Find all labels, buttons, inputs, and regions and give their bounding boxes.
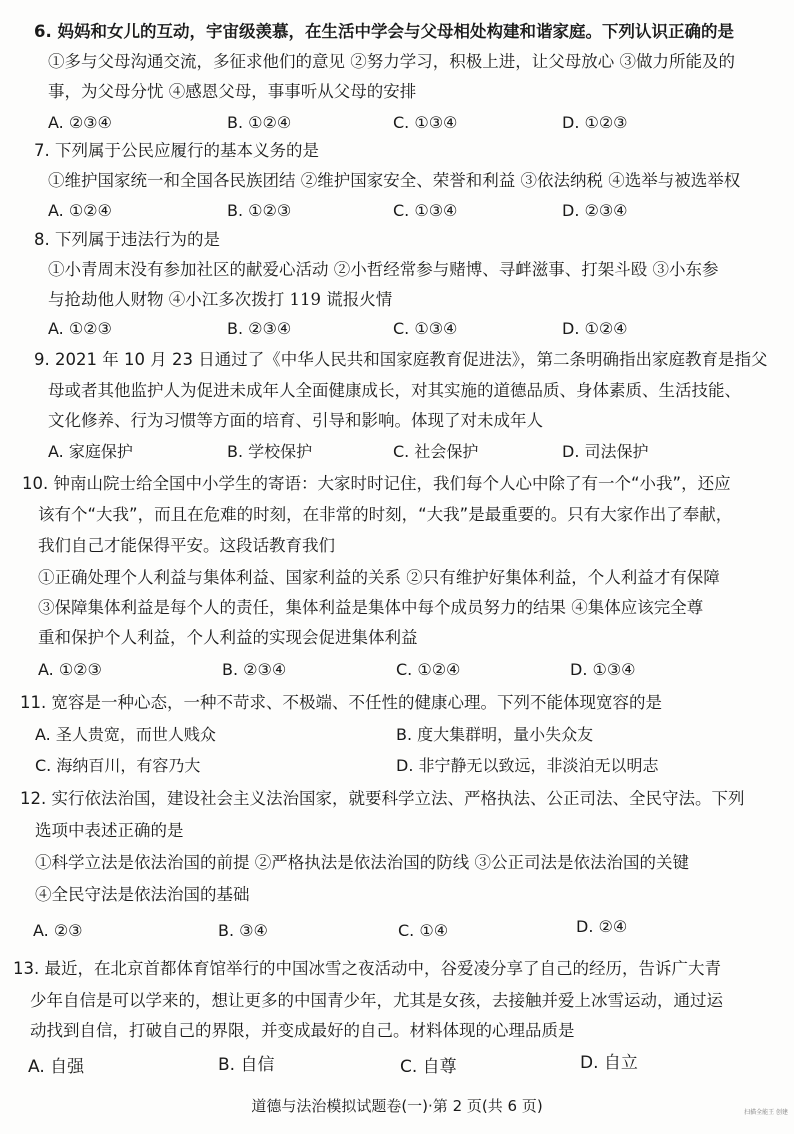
question-stem: 13. 最近，在北京首都体育馆举行的中国冰雪之夜活动中，谷爱凌分享了自己的经历，告诉广大青 [13, 959, 721, 978]
question-stem: 8. 下列属于违法行为的是 [34, 230, 220, 249]
question-statement: ①科学立法是依法治国的前提 ②严格执法是依法治国的防线 ③公正司法是依法治国的关键 [35, 853, 689, 872]
option-d: D. ②③④ [562, 201, 628, 220]
question-stem-line: 该有个“大我”，而且在危难的时刻，在非常的时刻，“大我”是最重要的。只有大家作出了奉献， [38, 505, 733, 524]
option-d: D. ①②④ [562, 319, 628, 338]
option-d: D. ②④ [576, 917, 628, 936]
option-a: A. 家庭保护 [48, 442, 133, 461]
page-footer: 道德与法治模拟试题卷(一)·第 2 页(共 6 页) [251, 1097, 543, 1115]
option-b: B. ③④ [218, 921, 268, 940]
question-stem-line: 动找到自信，打破自己的界限，并变成最好的自己。材料体现的心理品质是 [30, 1021, 575, 1040]
option-d: D. 非宁静无以致远，非淡泊无以明志 [396, 756, 659, 775]
question-stem: 6. 妈妈和女儿的互动，宇宙级羡慕，在生活中学会与父母相处构建和谐家庭。下列认识正确的是 [34, 22, 734, 41]
option-a: A. 自强 [28, 1057, 85, 1077]
option-b: B. ①②④ [227, 113, 292, 132]
option-b: B. ①②③ [227, 201, 292, 220]
option-b: B. ②③④ [227, 319, 292, 338]
option-c: C. ①②④ [396, 660, 461, 679]
option-d: D. ①②③ [562, 113, 628, 132]
option-c: C. ①③④ [393, 201, 458, 220]
option-c: C. 海纳百川，有容乃大 [35, 756, 201, 775]
question-stem: 9. 2021 年 10 月 23 日通过了《中华人民共和国家庭教育促进法》，第二条明确指出家庭教育是指父 [34, 350, 768, 369]
option-d: D. 自立 [580, 1053, 638, 1073]
option-a: A. ①②③ [38, 660, 102, 679]
question-stem-line: 少年自信是可以学来的，想让更多的中国青少年，尤其是女孩，去接触并爱上冰雪运动，通过运 [30, 991, 723, 1010]
option-c: C. 社会保护 [393, 442, 479, 461]
question-statement: 重和保护个人利益，个人利益的实现会促进集体利益 [38, 628, 418, 647]
question-stem: 11. 宽容是一种心态，一种不苛求、不极端、不任性的健康心理。下列不能体现宽容的是 [20, 693, 662, 712]
question-stem-line: 母或者其他监护人为促进未成年人全面健康成长，对其实施的道德品质、身体素质、生活技能、 [48, 381, 741, 400]
option-a: A. ②③ [33, 921, 83, 940]
option-b: B. 自信 [218, 1055, 275, 1075]
option-c: C. ①③④ [393, 113, 458, 132]
question-statement: 与抢劫他人财物 ④小江多次拨打 119 谎报火情 [48, 290, 393, 309]
option-c: C. ①④ [398, 921, 449, 940]
question-statement: ③保障集体利益是每个人的责任，集体利益是集体中每个成员努力的结果 ④集体应该完全尊 [38, 598, 704, 617]
question-stem-line: 我们自己才能保得平安。这段话教育我们 [38, 536, 335, 555]
option-b: B. 度大集群明，量小失众友 [396, 725, 594, 744]
option-c: C. 自尊 [400, 1057, 457, 1077]
question-stem-line: 文化修养、行为习惯等方面的培育、引导和影响。体现了对未成年人 [48, 411, 543, 430]
question-stem: 7. 下列属于公民应履行的基本义务的是 [34, 141, 319, 160]
option-b: B. 学校保护 [227, 442, 313, 461]
question-statement: 事，为父母分忧 ④感恩父母，事事听从父母的安排 [48, 82, 417, 101]
option-a: A. ①②④ [48, 201, 112, 220]
option-d: D. ①③④ [570, 660, 636, 679]
option-a: A. ①②③ [48, 319, 112, 338]
scanner-watermark: 扫描全能王 创建 [744, 1109, 788, 1116]
question-stem-line: 选项中表述正确的是 [35, 821, 184, 840]
question-stem: 12. 实行依法治国，建设社会主义法治国家，就要科学立法、严格执法、公正司法、全民守法。下列 [20, 789, 745, 808]
question-statement: ①小青周末没有参加社区的献爱心活动 ②小哲经常参与赌博、寻衅滋事、打架斗殴 ③小东参 [48, 260, 719, 279]
option-d: D. 司法保护 [562, 442, 649, 461]
question-statement: ①正确处理个人利益与集体利益、国家利益的关系 ②只有维护好集体利益，个人利益才有保障 [38, 568, 720, 587]
option-c: C. ①③④ [393, 319, 458, 338]
option-a: A. 圣人贵宽，而世人贱众 [35, 725, 216, 744]
question-statement: ④全民守法是依法治国的基础 [35, 885, 250, 904]
question-stem: 10. 钟南山院士给全国中小学生的寄语：大家时时记住，我们每个人心中除了有一个“小我”，还应 [22, 474, 731, 493]
question-statement: ①多与父母沟通交流，多征求他们的意见 ②努力学习，积极上进，让父母放心 ③做力所能及的 [48, 52, 735, 71]
question-statement: ①维护国家统一和全国各民族团结 ②维护国家安全、荣誉和利益 ③依法纳税 ④选举与被选举权 [48, 171, 741, 190]
option-a: A. ②③④ [48, 113, 112, 132]
option-b: B. ②③④ [222, 660, 287, 679]
